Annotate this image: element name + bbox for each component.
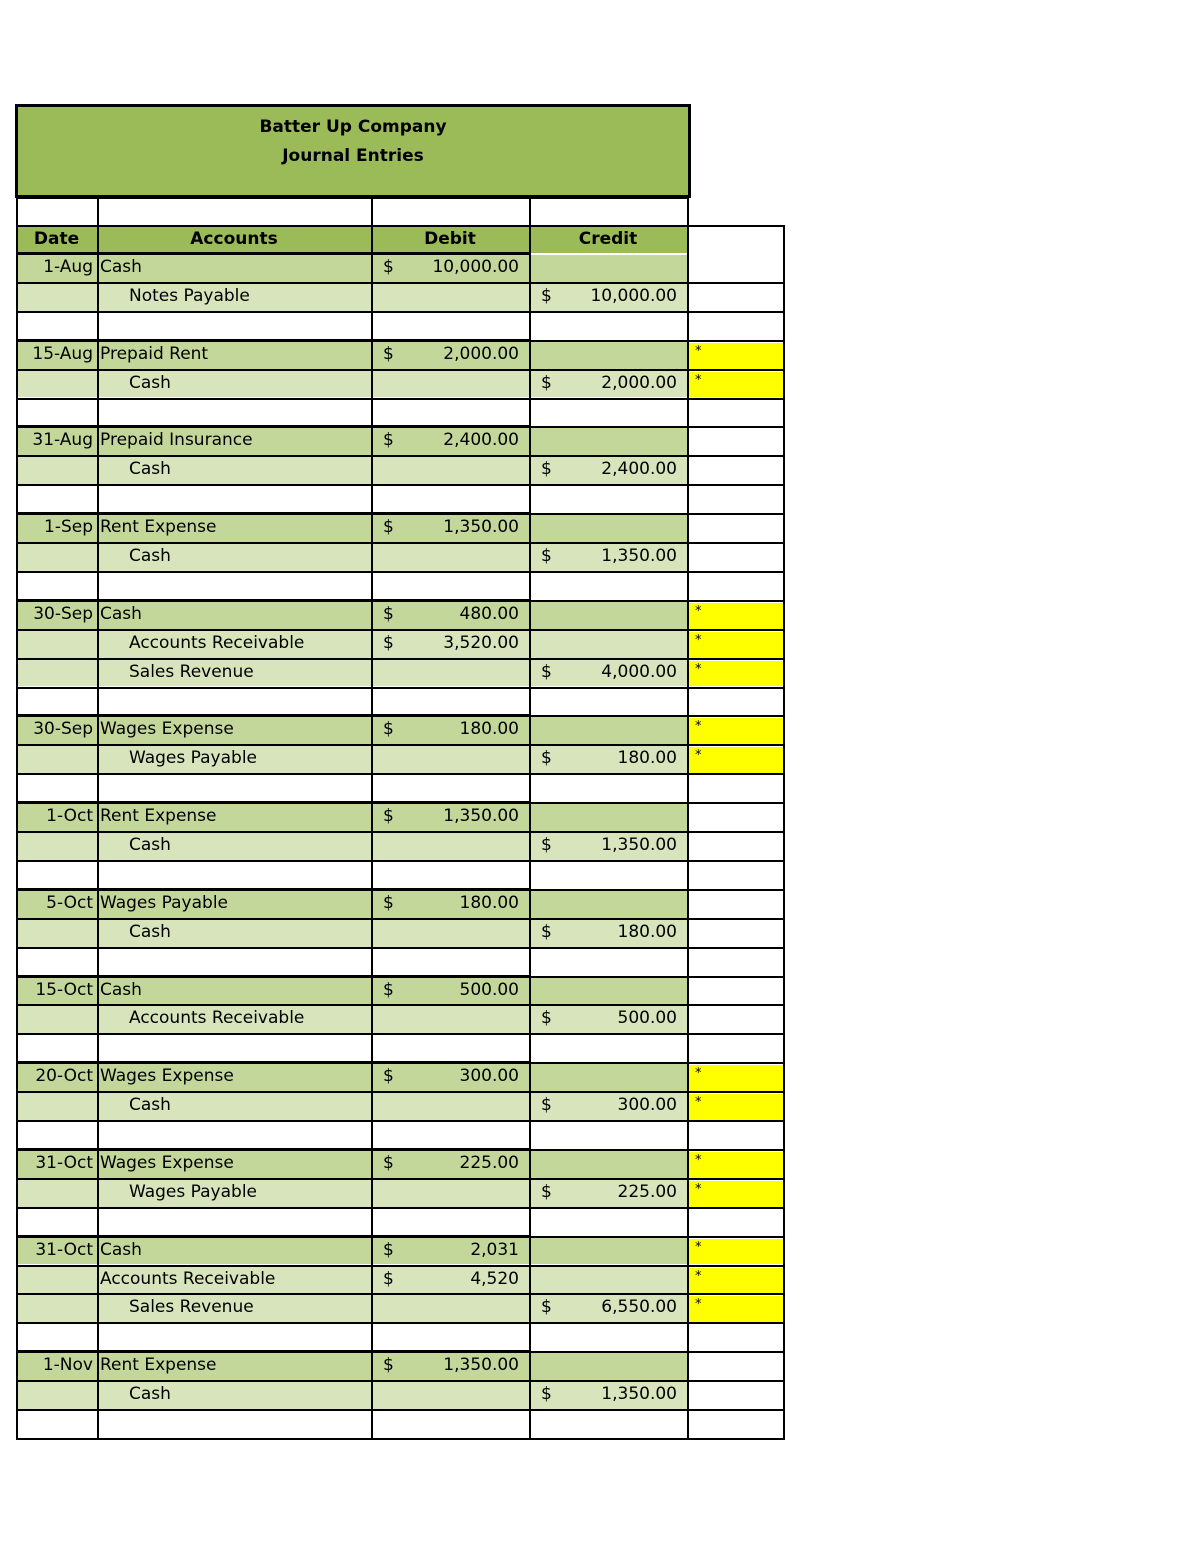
currency-symbol: $ (541, 748, 552, 769)
credit-value: 6,550.00 (601, 1297, 677, 1318)
entry-date (16, 1295, 97, 1322)
currency-symbol: $ (383, 892, 394, 913)
currency-symbol: $ (541, 372, 552, 393)
debit-value: 180.00 (459, 892, 519, 913)
flag-cell (689, 545, 783, 571)
credit-amount (529, 631, 687, 658)
flag-cell (689, 1383, 783, 1409)
credit-value: 10,000.00 (590, 285, 677, 306)
debit-amount (371, 746, 529, 773)
flag-cell: * (689, 661, 783, 687)
debit-amount (371, 920, 529, 947)
row-border (16, 860, 785, 862)
credit-amount (529, 1295, 687, 1322)
row-border (16, 1438, 785, 1440)
account-name: Cash (97, 544, 371, 571)
currency-symbol: $ (541, 661, 552, 682)
entry-date: 1-Nov (16, 1353, 97, 1380)
account-name: Sales Revenue (97, 1295, 371, 1322)
account-name: Wages Expense (97, 1151, 371, 1178)
debit-value: 225.00 (459, 1152, 519, 1173)
account-name: Wages Expense (97, 1064, 371, 1091)
credit-amount (529, 804, 687, 831)
debit-amount (371, 1151, 529, 1178)
debit-value: 480.00 (459, 603, 519, 624)
credit-amount (529, 833, 687, 860)
debit-value: 2,400.00 (443, 430, 519, 451)
credit-amount (529, 255, 687, 282)
credit-amount (529, 1353, 687, 1380)
credit-amount (529, 1064, 687, 1091)
currency-symbol: $ (383, 806, 394, 827)
currency-symbol: $ (541, 546, 552, 566)
flag-cell: * (689, 343, 783, 369)
credit-amount (529, 1180, 687, 1207)
currency-symbol: $ (383, 430, 394, 451)
row-border (16, 687, 785, 689)
credit-amount (529, 1382, 687, 1409)
flag-cell: * (689, 1296, 783, 1322)
account-name: Rent Expense (97, 1353, 371, 1380)
credit-amount (529, 342, 687, 369)
account-name: Rent Expense (97, 804, 371, 831)
account-name: Cash (97, 371, 371, 398)
credit-amount (529, 428, 687, 455)
row-border (16, 773, 785, 775)
debit-amount (371, 1353, 529, 1380)
debit-amount (371, 1382, 529, 1409)
debit-value: 4,520 (470, 1268, 519, 1289)
debit-amount (371, 342, 529, 369)
entry-date (16, 920, 97, 947)
credit-amount (529, 1151, 687, 1178)
debit-amount (371, 428, 529, 455)
account-name: Wages Payable (97, 1180, 371, 1207)
flag-cell (689, 1007, 783, 1033)
currency-symbol: $ (383, 632, 394, 653)
flag-cell (689, 285, 783, 311)
entry-date (16, 1093, 97, 1120)
credit-value: 500.00 (617, 1008, 677, 1029)
credit-amount (529, 746, 687, 773)
currency-symbol: $ (383, 1239, 394, 1260)
header-credit: Credit (529, 227, 687, 253)
debit-value: 2,000.00 (443, 343, 519, 364)
currency-symbol: $ (383, 719, 394, 740)
entry-date (16, 284, 97, 311)
debit-value: 180.00 (459, 719, 519, 740)
entry-date: 30-Sep (16, 717, 97, 744)
debit-value: 1,350.00 (443, 1355, 519, 1376)
column-border (97, 197, 99, 1438)
debit-amount (371, 1238, 529, 1265)
entry-date (16, 371, 97, 398)
currency-symbol: $ (383, 603, 394, 624)
row-border (16, 1409, 785, 1411)
entry-date: 20-Oct (16, 1064, 97, 1091)
flag-cell: * (689, 718, 783, 744)
account-name: Wages Payable (97, 746, 371, 773)
row-border (16, 225, 785, 227)
credit-amount (529, 457, 687, 484)
entry-date: 1-Aug (16, 255, 97, 282)
account-name: Cash (97, 457, 371, 484)
debit-value: 2,031 (470, 1239, 519, 1260)
currency-symbol: $ (383, 1152, 394, 1173)
account-name: Accounts Receivable (97, 631, 371, 658)
flag-cell: * (689, 1094, 783, 1120)
entry-date (16, 1180, 97, 1207)
credit-value: 1,350.00 (601, 546, 677, 566)
entry-date: 1-Oct (16, 804, 97, 831)
credit-value: 2,400.00 (601, 459, 677, 480)
column-border (783, 225, 785, 1438)
debit-amount (371, 660, 529, 687)
entry-date (16, 544, 97, 571)
column-border (371, 197, 373, 1438)
currency-symbol: $ (383, 979, 394, 1000)
debit-value: 3,520.00 (443, 632, 519, 653)
flag-cell (689, 458, 783, 484)
debit-amount (371, 457, 529, 484)
row-border (16, 398, 785, 400)
flag-cell (689, 805, 783, 831)
flag-cell: * (689, 632, 783, 658)
credit-value: 180.00 (617, 748, 677, 769)
account-name: Rent Expense (97, 515, 371, 542)
credit-value: 300.00 (617, 1095, 677, 1116)
sheet-subtitle: Journal Entries (282, 146, 424, 166)
account-name: Wages Expense (97, 717, 371, 744)
credit-amount (529, 371, 687, 398)
column-border (687, 197, 689, 1438)
account-name: Accounts Receivable (97, 1006, 371, 1033)
debit-amount (371, 1180, 529, 1207)
credit-amount (529, 602, 687, 629)
flag-cell (689, 892, 783, 918)
debit-amount (371, 1006, 529, 1033)
debit-amount (371, 833, 529, 860)
entry-date: 31-Oct (16, 1238, 97, 1265)
flag-cell (689, 429, 783, 455)
credit-value: 1,350.00 (601, 835, 677, 855)
row-border (16, 1120, 785, 1122)
row-border (16, 947, 785, 949)
debit-value: 500.00 (459, 979, 519, 1000)
flag-cell (689, 1354, 783, 1380)
account-name: Cash (97, 978, 371, 1005)
header-date: Date (16, 227, 97, 253)
entry-date (16, 1382, 97, 1409)
flag-cell (689, 516, 783, 542)
account-name: Cash (97, 1093, 371, 1120)
flag-cell (689, 979, 783, 1005)
flag-cell: * (689, 1181, 783, 1207)
account-name: Cash (97, 602, 371, 629)
debit-amount (371, 544, 529, 571)
account-name: Sales Revenue (97, 660, 371, 687)
account-name: Cash (97, 833, 371, 860)
credit-amount (529, 515, 687, 542)
credit-value: 1,350.00 (601, 1384, 677, 1405)
currency-symbol: $ (383, 1355, 394, 1376)
credit-amount (529, 1238, 687, 1265)
currency-symbol: $ (383, 517, 394, 538)
entry-date: 30-Sep (16, 602, 97, 629)
entry-date (16, 746, 97, 773)
debit-value: 1,350.00 (443, 517, 519, 538)
currency-symbol: $ (383, 1268, 394, 1289)
debit-value: 1,350.00 (443, 806, 519, 827)
company-name: Batter Up Company (259, 117, 447, 137)
debit-amount (371, 978, 529, 1005)
entry-date: 31-Aug (16, 428, 97, 455)
entry-date: 1-Sep (16, 515, 97, 542)
flag-cell: * (689, 372, 783, 398)
debit-amount (371, 891, 529, 918)
entry-date (16, 660, 97, 687)
currency-symbol: $ (383, 1066, 394, 1087)
debit-amount (371, 1295, 529, 1322)
flag-cell (689, 834, 783, 860)
credit-amount (529, 1006, 687, 1033)
debit-amount (371, 717, 529, 744)
currency-symbol: $ (541, 1384, 552, 1405)
row-border (16, 484, 785, 486)
credit-value: 4,000.00 (601, 661, 677, 682)
row-border (16, 197, 689, 199)
currency-symbol: $ (541, 1297, 552, 1318)
debit-amount (371, 631, 529, 658)
flag-cell: * (689, 1152, 783, 1178)
debit-value: 10,000.00 (432, 257, 519, 277)
credit-amount (529, 1267, 687, 1294)
currency-symbol: $ (541, 459, 552, 480)
entry-date (16, 631, 97, 658)
flag-cell: * (689, 1065, 783, 1091)
currency-symbol: $ (383, 257, 394, 277)
row-border (16, 311, 785, 313)
currency-symbol: $ (541, 285, 552, 306)
flag-cell: * (689, 1268, 783, 1294)
debit-amount (371, 602, 529, 629)
flag-cell: * (689, 1239, 783, 1265)
entry-date: 15-Aug (16, 342, 97, 369)
flag-cell: * (689, 603, 783, 629)
title-banner (15, 104, 691, 198)
account-name: Cash (97, 920, 371, 947)
credit-amount (529, 920, 687, 947)
entry-date: 15-Oct (16, 978, 97, 1005)
account-name: Cash (97, 1238, 371, 1265)
entry-date (16, 457, 97, 484)
debit-amount (371, 255, 529, 282)
credit-amount (529, 717, 687, 744)
credit-value: 180.00 (617, 921, 677, 942)
flag-cell (689, 921, 783, 947)
credit-amount (529, 1093, 687, 1120)
currency-symbol: $ (541, 1095, 552, 1116)
debit-amount (371, 284, 529, 311)
flag-cell: * (689, 747, 783, 773)
currency-symbol: $ (383, 343, 394, 364)
currency-symbol: $ (541, 835, 552, 855)
account-name: Cash (97, 255, 371, 282)
currency-symbol: $ (541, 1181, 552, 1202)
row-border (16, 1322, 785, 1324)
entry-date (16, 1267, 97, 1294)
debit-amount (371, 1064, 529, 1091)
credit-amount (529, 660, 687, 687)
credit-amount (529, 544, 687, 571)
column-border (16, 197, 18, 1438)
debit-amount (371, 371, 529, 398)
account-name: Notes Payable (97, 284, 371, 311)
flag-cell (689, 256, 783, 282)
credit-amount (529, 284, 687, 311)
currency-symbol: $ (541, 1008, 552, 1029)
debit-amount (371, 1267, 529, 1294)
entry-date (16, 1006, 97, 1033)
entry-date: 5-Oct (16, 891, 97, 918)
account-name: Accounts Receivable (97, 1267, 371, 1294)
row-border (16, 1033, 785, 1035)
debit-amount (371, 1093, 529, 1120)
column-border (529, 197, 531, 1438)
debit-value: 300.00 (459, 1066, 519, 1087)
credit-amount (529, 978, 687, 1005)
debit-amount (371, 804, 529, 831)
account-name: Cash (97, 1382, 371, 1409)
credit-value: 225.00 (617, 1181, 677, 1202)
account-name: Wages Payable (97, 891, 371, 918)
account-name: Prepaid Insurance (97, 428, 371, 455)
credit-amount (529, 891, 687, 918)
header-debit: Debit (371, 227, 529, 253)
debit-amount (371, 515, 529, 542)
account-name: Prepaid Rent (97, 342, 371, 369)
currency-symbol: $ (541, 921, 552, 942)
row-border (16, 1207, 785, 1209)
entry-date (16, 833, 97, 860)
header-accounts: Accounts (97, 227, 371, 253)
entry-date: 31-Oct (16, 1151, 97, 1178)
credit-value: 2,000.00 (601, 372, 677, 393)
row-border (16, 571, 785, 573)
